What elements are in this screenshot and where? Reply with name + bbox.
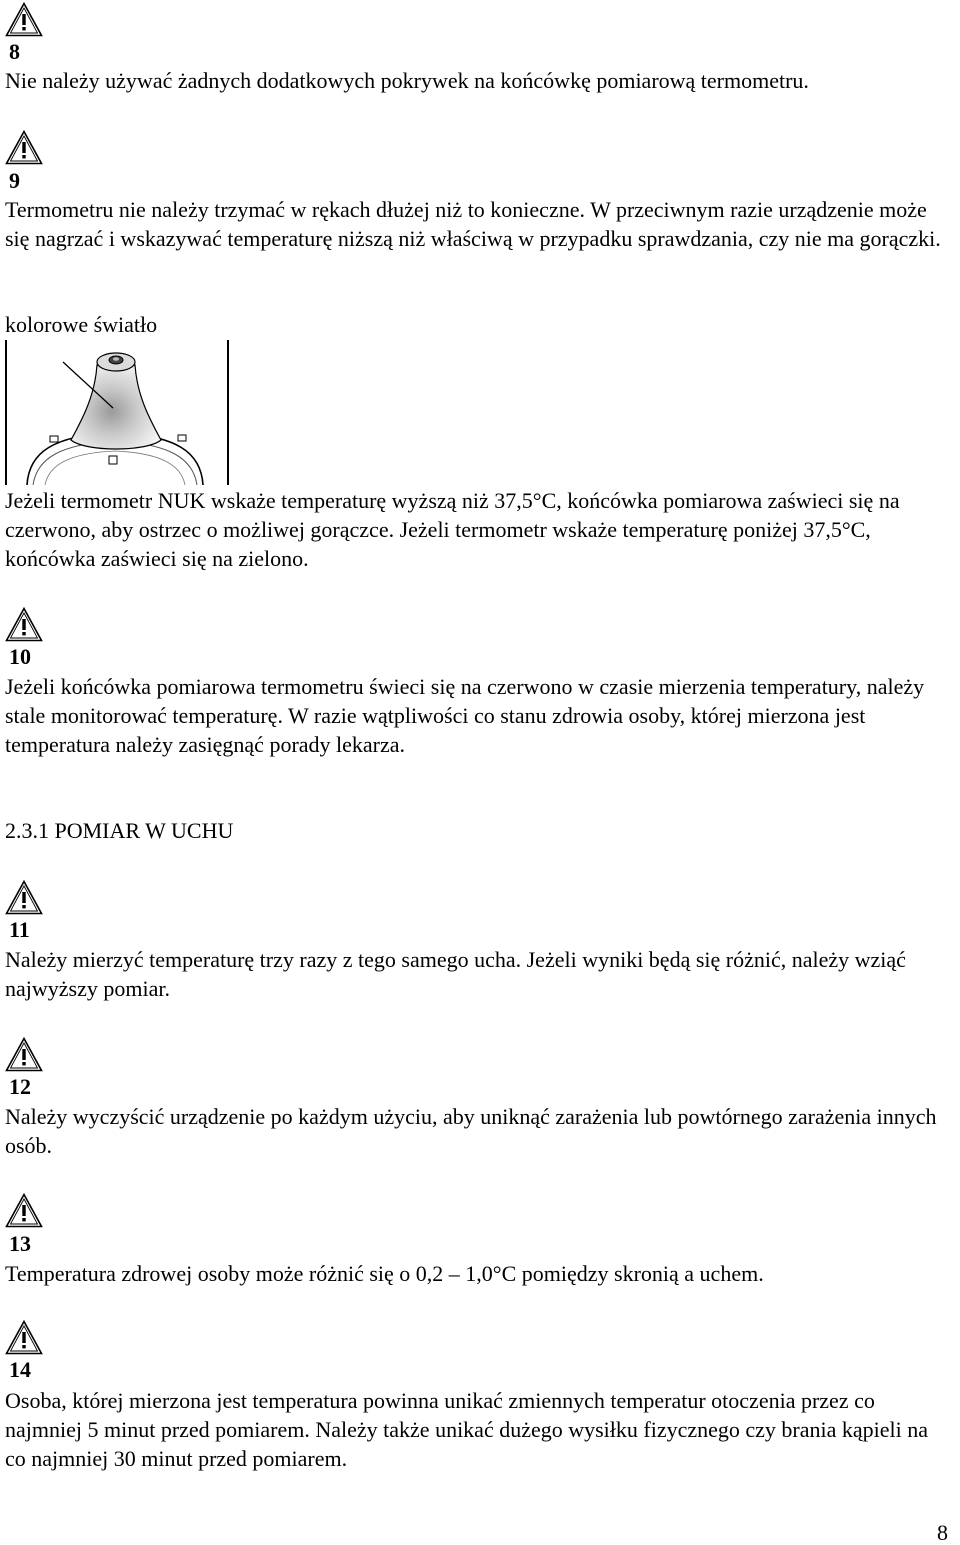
warning-triangle-icon (5, 1193, 43, 1228)
item-text: Należy mierzyć temperaturę trzy razy z tego samego ucha. Jeżeli wyniki będą się różnić, należy wziąć najwyższy pomiar. (5, 947, 906, 1001)
warning-triangle-icon (5, 607, 43, 642)
item-text: Jeżeli końcówka pomiarowa termometru świeci się na czerwono w czasie mierzenia temperatury, należy stale monitorować temperaturę. W razie wątpliwości co stanu zdrowia osoby, której mierzona jest temperatura należy zasięgnąć porady lekarza. (5, 674, 925, 757)
item-number: 9 (9, 168, 20, 193)
section-heading: 2.3.1 POMIAR W UCHU (5, 818, 234, 843)
figure-description: Jeżeli termometr NUK wskaże temperaturę wyższą niż 37,5°C, końcówka pomiarowa zaświeci się na czerwono, aby ostrzec o możliwej gorączce. Jeżeli termometr wskaże temperaturę poniżej 37,5°C, końcówka zaświeci się na zielono. (5, 488, 900, 571)
warning-triangle-icon (5, 1037, 43, 1072)
item-number: 11 (9, 917, 30, 942)
item-text: Nie należy używać żadnych dodatkowych pokrywek na końcówkę pomiarową termometru. (5, 68, 809, 93)
item-number: 8 (9, 39, 20, 64)
item-text: Termometru nie należy trzymać w rękach dłużej niż to konieczne. W przeciwnym razie urządzenie może się nagrzać i wskazywać temperaturę niższą niż właściwą w przypadku sprawdzania, czy nie ma gorączki. (5, 197, 941, 251)
item-text: Temperatura zdrowej osoby może różnić się o 0,2 – 1,0°C pomiędzy skronią a uchem. (5, 1261, 764, 1286)
warning-triangle-icon (5, 130, 43, 165)
thermometer-probe-illustration (5, 340, 230, 485)
item-number: 14 (9, 1357, 31, 1382)
warning-triangle-icon (5, 2, 43, 37)
item-number: 13 (9, 1231, 31, 1256)
item-number: 10 (9, 644, 31, 669)
warning-triangle-icon (5, 1320, 43, 1355)
page-number: 8 (937, 1520, 948, 1545)
item-number: 12 (9, 1074, 31, 1099)
warning-triangle-icon (5, 880, 43, 915)
item-text: Należy wyczyścić urządzenie po każdym użyciu, aby uniknąć zarażenia lub powtórnego zarażenia innych osób. (5, 1104, 937, 1158)
figure-label: kolorowe światło (5, 312, 158, 337)
item-text: Osoba, której mierzona jest temperatura powinna unikać zmiennych temperatur otoczenia przez co najmniej 5 minut przed pomiarem. Należy także unikać dużego wysiłku fizycznego czy brania kąpieli na co najmniej 30 minut przed pomiarem. (5, 1388, 929, 1471)
